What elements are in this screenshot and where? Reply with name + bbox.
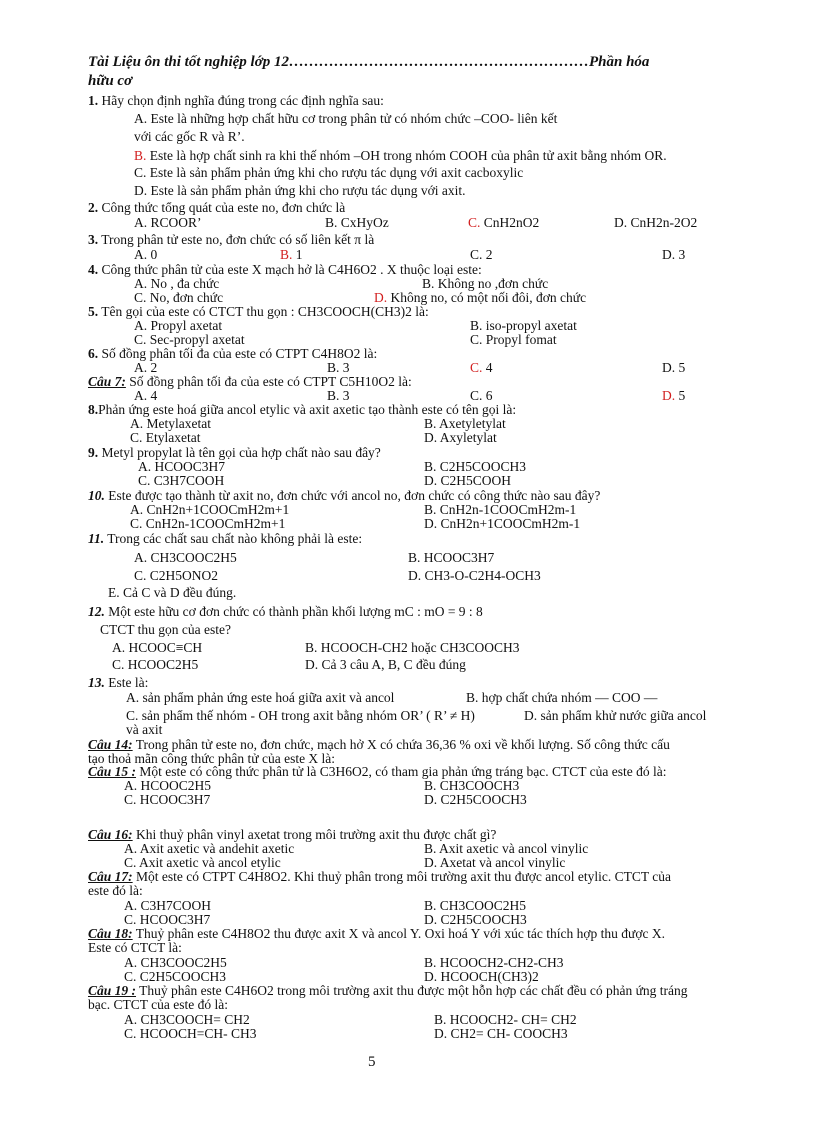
- q13-option-d-cont: và axit: [126, 722, 163, 737]
- q17-option-d: D. C2H5COOCH3: [424, 912, 527, 927]
- q19-option-c: C. HCOOCH=CH- CH3: [124, 1026, 257, 1041]
- question-14: Câu 14: Trong phân tử este no, đơn chức, mạch hở X có chứa 36,36 % oxi về khối lượng. Số công thức cấu: [88, 737, 670, 752]
- q9-option-a: A. HCOOC3H7: [138, 459, 226, 474]
- q18-option-c: C. C2H5COOCH3: [124, 969, 227, 984]
- q11-option-d: D. CH3-O-C2H4-OCH3: [408, 568, 541, 583]
- q16-option-b: B. Axit axetic và ancol vinylic: [424, 841, 589, 856]
- q13-option-d: D. sản phẩm khử nước giữa ancol: [524, 708, 707, 723]
- q10-option-a: A. CnH2n+1COOCmH2m+1: [130, 502, 290, 517]
- q6-option-d: D. 5: [662, 360, 686, 375]
- q6-option-a: A. 2: [134, 360, 158, 375]
- q7-option-a: A. 4: [134, 388, 158, 403]
- q18-option-d: D. HCOOCH(CH3)2: [424, 969, 539, 984]
- q4-option-d: D. Không no, có một nối đôi, đơn chức: [374, 290, 587, 305]
- q4-option-a: A. No , đa chức: [134, 276, 220, 291]
- q12-option-a: A. HCOOC≡CH: [112, 640, 203, 655]
- q9-option-b: B. C2H5COOCH3: [424, 459, 527, 474]
- q15-option-a: A. HCOOC2H5: [124, 778, 212, 793]
- q11-option-a: A. CH3COOC2H5: [134, 550, 237, 565]
- question-17: Câu 17: Một este có CTPT C4H8O2. Khi thuỷ phân trong môi trường axit thu được ancol etylic. CTCT của: [88, 869, 671, 884]
- question-18: Câu 18: Thuỷ phân este C4H8O2 thu được axit X và ancol Y. Oxi hoá Y với xúc tác thích hợp thu được X.: [88, 926, 665, 941]
- q11-option-c: C. C2H5ONO2: [134, 568, 219, 583]
- q7-option-d: D. 5: [662, 388, 686, 403]
- q8-option-b: B. Axetyletylat: [424, 416, 506, 431]
- question-2: 2. Công thức tổng quát của este no, đơn chức là: [88, 200, 346, 215]
- q11-option-b: B. HCOOC3H7: [408, 550, 495, 565]
- question-12-cont: CTCT thu gọn của este?: [100, 622, 231, 637]
- q8-option-a: A. Metylaxetat: [130, 416, 211, 431]
- question-18-cont: Este có CTCT là:: [88, 940, 182, 955]
- question-12: 12. Một este hữu cơ đơn chức có thành phần khối lượng mC : mO = 9 : 8: [88, 604, 483, 619]
- q19-option-b: B. HCOOCH2- CH= CH2: [434, 1012, 577, 1027]
- answer-key: D.: [662, 388, 676, 403]
- q12-option-b: B. HCOOCH-CH2 hoặc CH3COOCH3: [305, 640, 520, 655]
- page-number: 5: [368, 1054, 376, 1070]
- q17-option-a: A. C3H7COOH: [124, 898, 212, 913]
- q9-option-d: D. C2H5COOH: [424, 473, 512, 488]
- q2-option-b: B. CxHyOz: [325, 215, 389, 230]
- question-15: Câu 15 : Một este có công thức phân tử là C3H6O2, có tham gia phản ứng tráng bạc. CTCT của este đó là:: [88, 764, 667, 779]
- question-6: 6. Số đồng phân tối đa của este có CTPT C4H8O2 là:: [88, 346, 378, 361]
- question-14-cont: tạo thoả mãn công thức phân tử của este X là:: [88, 751, 336, 766]
- q4-option-c: C. No, đơn chức: [134, 290, 224, 305]
- q16-option-a: A. Axit axetic và andehit axetic: [124, 841, 295, 856]
- q8-option-c: C. Etylaxetat: [130, 430, 201, 445]
- q15-option-b: B. CH3COOCH3: [424, 778, 520, 793]
- question-19: Câu 19 : Thuỷ phân este C4H6O2 trong môi trường axit thu được một hỗn hợp các chất đều có phản ứng tráng: [88, 983, 688, 998]
- page-header: Tài Liệu ôn thi tốt nghiệp lớp 12……………………………………………………Phần hóa: [88, 54, 650, 70]
- q1-option-a-cont: với các gốc R và R’.: [134, 129, 245, 144]
- q17-option-b: B. CH3COOC2H5: [424, 898, 527, 913]
- q3-option-b: B. 1: [280, 247, 303, 262]
- q2-option-c: C. CnH2nO2: [468, 215, 540, 230]
- q6-option-b: B. 3: [327, 360, 350, 375]
- q5-option-b: B. iso-propyl axetat: [470, 318, 577, 333]
- answer-key: C.: [468, 215, 481, 230]
- answer-key: C.: [470, 360, 483, 375]
- q5-option-c: C. Sec-propyl axetat: [134, 332, 245, 347]
- q10-option-d: D. CnH2n+1COOCmH2m-1: [424, 516, 581, 531]
- q16-option-c: C. Axit axetic và ancol etylic: [124, 855, 281, 870]
- q12-option-d: D. Cả 3 câu A, B, C đều đúng: [305, 657, 466, 672]
- answer-key: B.: [134, 148, 147, 163]
- q13-option-b: B. hợp chất chứa nhóm — COO —: [466, 690, 658, 705]
- q13-option-a: A. sản phẩm phản ứng este hoá giữa axit và ancol: [126, 690, 395, 705]
- question-9: 9. Metyl propylat là tên gọi của hợp chất nào sau đây?: [88, 445, 381, 460]
- q1-option-c: C. Este là sản phẩm phản ứng khi cho rượu tác dụng với axit cacboxylic: [134, 165, 524, 180]
- q1-option-d: D. Este là sản phẩm phản ứng khi cho rượu tác dụng với axit.: [134, 183, 466, 198]
- question-11: 11. Trong các chất sau chất nào không phải là este:: [88, 531, 363, 546]
- answer-key: B.: [280, 247, 293, 262]
- q3-option-c: C. 2: [470, 247, 493, 262]
- q8-option-d: D. Axyletylat: [424, 430, 497, 445]
- question-19-cont: bạc. CTCT của este đó là:: [88, 997, 228, 1012]
- q2-option-d: D. CnH2n-2O2: [614, 215, 698, 230]
- page-header-cont: hữu cơ: [88, 73, 133, 89]
- q10-option-c: C. CnH2n-1COOCmH2m+1: [130, 516, 286, 531]
- q15-option-c: C. HCOOC3H7: [124, 792, 211, 807]
- question-5: 5. Tên gọi của este có CTCT thu gọn : CH3COOCH(CH3)2 là:: [88, 304, 429, 319]
- q7-option-c: C. 6: [470, 388, 493, 403]
- q4-option-b: B. Không no ,đơn chức: [422, 276, 549, 291]
- q3-option-d: D. 3: [662, 247, 686, 262]
- q19-option-a: A. CH3COOCH= CH2: [124, 1012, 250, 1027]
- q5-option-a: A. Propyl axetat: [134, 318, 223, 333]
- question-1: 1. Hãy chọn định nghĩa đúng trong các định nghĩa sau:: [88, 93, 384, 108]
- q18-option-a: A. CH3COOC2H5: [124, 955, 227, 970]
- q9-option-c: C. C3H7COOH: [138, 473, 225, 488]
- question-3: 3. Trong phân tử este no, đơn chức có số liên kết π là: [88, 232, 375, 247]
- question-8: 8.Phản ứng este hoá giữa ancol etylic và axit axetic tạo thành este có tên gọi là:: [88, 402, 517, 417]
- q3-option-a: A. 0: [134, 247, 158, 262]
- q18-option-b: B. HCOOCH2-CH2-CH3: [424, 955, 564, 970]
- q19-option-d: D. CH2= CH- COOCH3: [434, 1026, 568, 1041]
- q1-option-a: A. Este là những hợp chất hữu cơ trong phân tử có nhóm chức –COO- liên kết: [134, 111, 558, 126]
- q13-option-c: C. sản phẩm thế nhóm - OH trong axit bằng nhóm OR’ ( R’ ≠ H): [126, 708, 475, 723]
- q6-option-c: C. 4: [470, 360, 493, 375]
- q10-option-b: B. CnH2n-1COOCmH2m-1: [424, 502, 577, 517]
- answer-key: D.: [374, 290, 388, 305]
- q17-option-c: C. HCOOC3H7: [124, 912, 211, 927]
- q5-option-d: C. Propyl fomat: [470, 332, 557, 347]
- q7-option-b: B. 3: [327, 388, 350, 403]
- q16-option-d: D. Axetat và ancol vinylic: [424, 855, 566, 870]
- q1-option-b: B. Este là hợp chất sinh ra khi thế nhóm –OH trong nhóm COOH của phân tử axit bằng nhóm OR.: [134, 148, 667, 163]
- question-10: 10. Este được tạo thành từ axit no, đơn chức với ancol no, đơn chức có công thức nào sau đây?: [88, 488, 601, 503]
- question-7: Câu 7: Số đồng phân tối đa của este có CTPT C5H10O2 là:: [88, 374, 412, 389]
- q15-option-d: D. C2H5COOCH3: [424, 792, 527, 807]
- q12-option-c: C. HCOOC2H5: [112, 657, 199, 672]
- question-13: 13. Este là:: [88, 675, 149, 690]
- q11-option-e: E. Cả C và D đều đúng.: [108, 585, 237, 600]
- q2-option-a: A. RCOOR’: [134, 215, 202, 230]
- question-4: 4. Công thức phân tử của este X mạch hở là C4H6O2 . X thuộc loại este:: [88, 262, 482, 277]
- question-16: Câu 16: Khi thuỷ phân vinyl axetat trong môi trường axit thu được chất gì?: [88, 827, 497, 842]
- question-17-cont: este đó là:: [88, 883, 143, 898]
